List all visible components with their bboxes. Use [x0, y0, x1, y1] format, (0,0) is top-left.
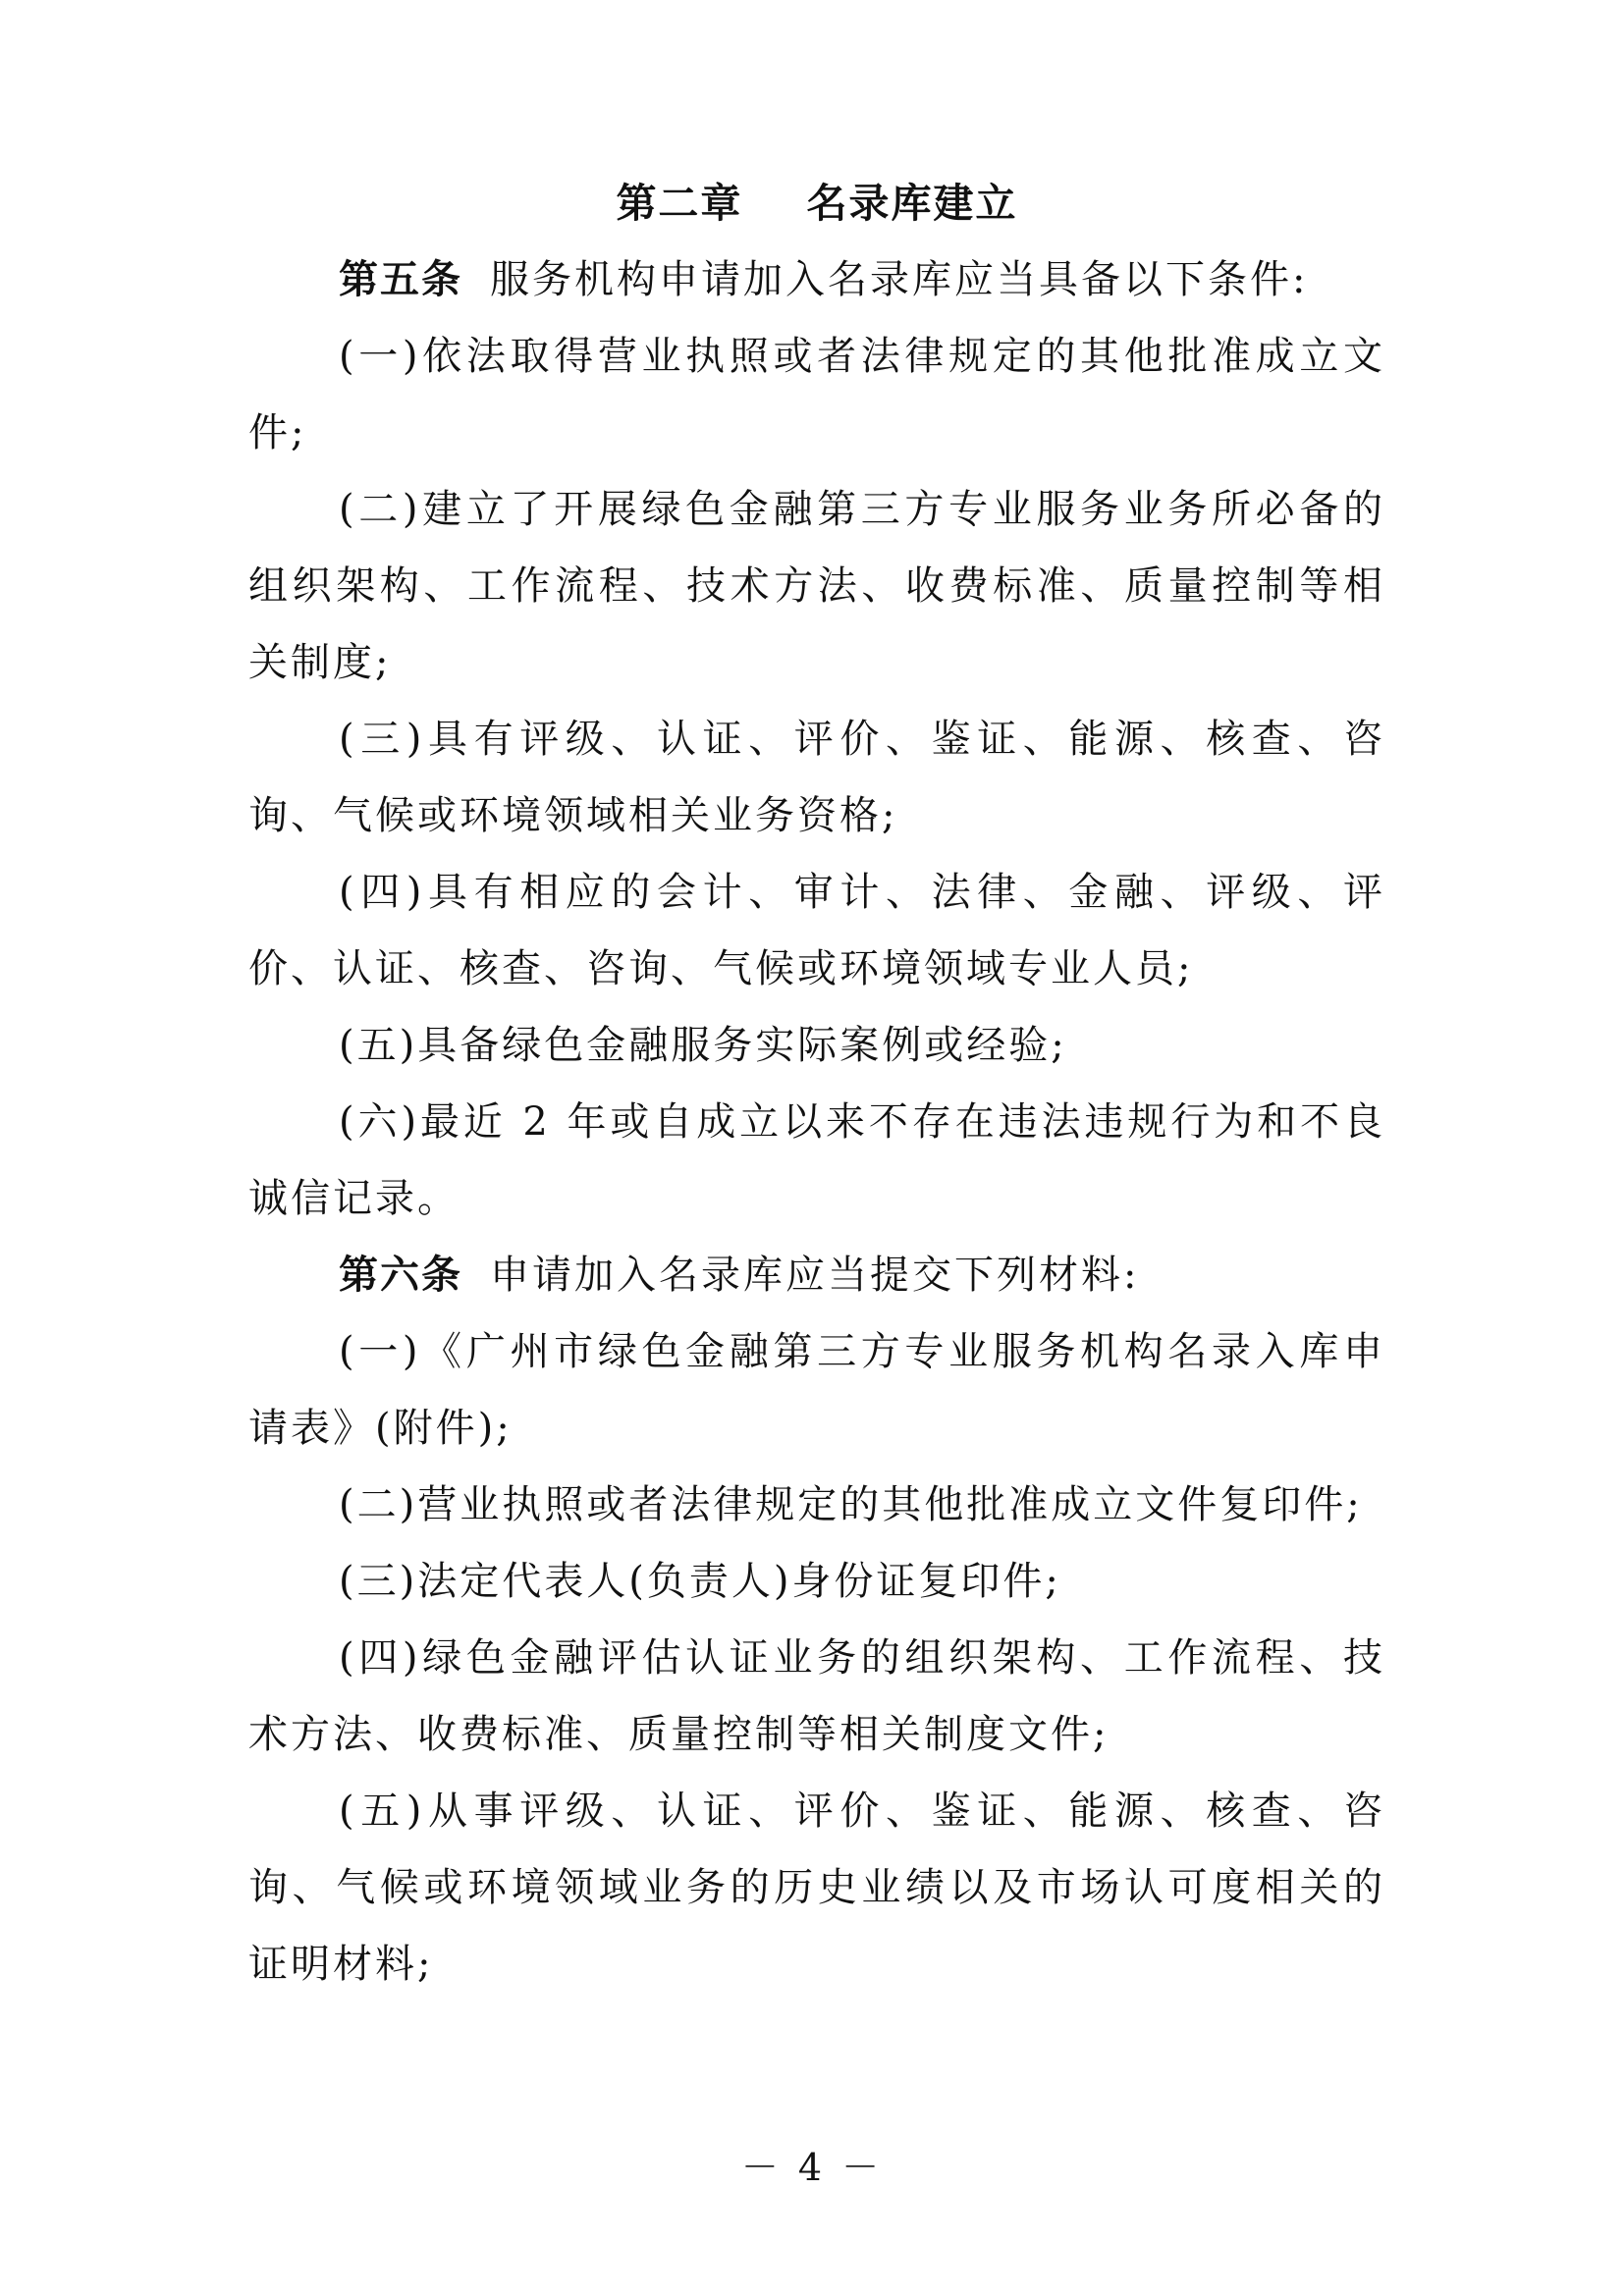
- article-5-number: 第五条: [339, 257, 462, 302]
- article-5-item-3: (三)具有评级、认证、评价、鉴证、能源、核查、咨询、气候或环境领域相关业务资格;: [248, 717, 1385, 838]
- article-6-item-4: (四)绿色金融评估认证业务的组织架构、工作流程、技术方法、收费标准、质量控制等相关制度文件;: [248, 1635, 1385, 1757]
- article-5-intro-text: 服务机构申请加入名录库应当具备以下条件:: [490, 257, 1309, 302]
- article-6-number: 第六条: [339, 1253, 462, 1298]
- article-6-item-2: (二)营业执照或者法律规定的其他批准成立文件复印件;: [339, 1482, 1363, 1527]
- article-6-item-1: (一)《广州市绿色金融第三方专业服务机构名录入库申请表》(附件);: [248, 1329, 1385, 1451]
- article-5-item-6: (六)最近 2 年或自成立以来不存在违法违规行为和不良诚信记录。: [248, 1099, 1385, 1221]
- article-5-item-2: (二)建立了开展绿色金融第三方专业服务业务所必备的组织架构、工作流程、技术方法、收费标准、质量控制等相关制度;: [248, 487, 1385, 685]
- article-6-item-5: (五)从事评级、认证、评价、鉴证、能源、核查、咨询、气候或环境领域业务的历史业绩以及市场认可度相关的证明材料;: [248, 1789, 1385, 1987]
- document-body: [248, 165, 1385, 2002]
- article-5-intro: [248, 241, 1385, 318]
- article-6-item-3: (三)法定代表人(负责人)身份证复印件;: [339, 1559, 1061, 1604]
- article-6-intro-text: 申请加入名录库应当提交下列材料:: [490, 1253, 1140, 1298]
- article-5-item-4: (四)具有相应的会计、审计、法律、金融、评级、评价、认证、核查、咨询、气候或环境领域专业人员;: [248, 870, 1385, 991]
- page-number: － 4 －: [740, 2146, 884, 2189]
- chapter-title: 第二章 名录库建立: [616, 180, 1018, 227]
- article-6-intro: [248, 1237, 1385, 1313]
- article-5-item-5: (五)具备绿色金融服务实际案例或经验;: [339, 1023, 1067, 1068]
- article-5-item-1: (一)依法取得营业执照或者法律规定的其他批准成立文件;: [248, 334, 1385, 455]
